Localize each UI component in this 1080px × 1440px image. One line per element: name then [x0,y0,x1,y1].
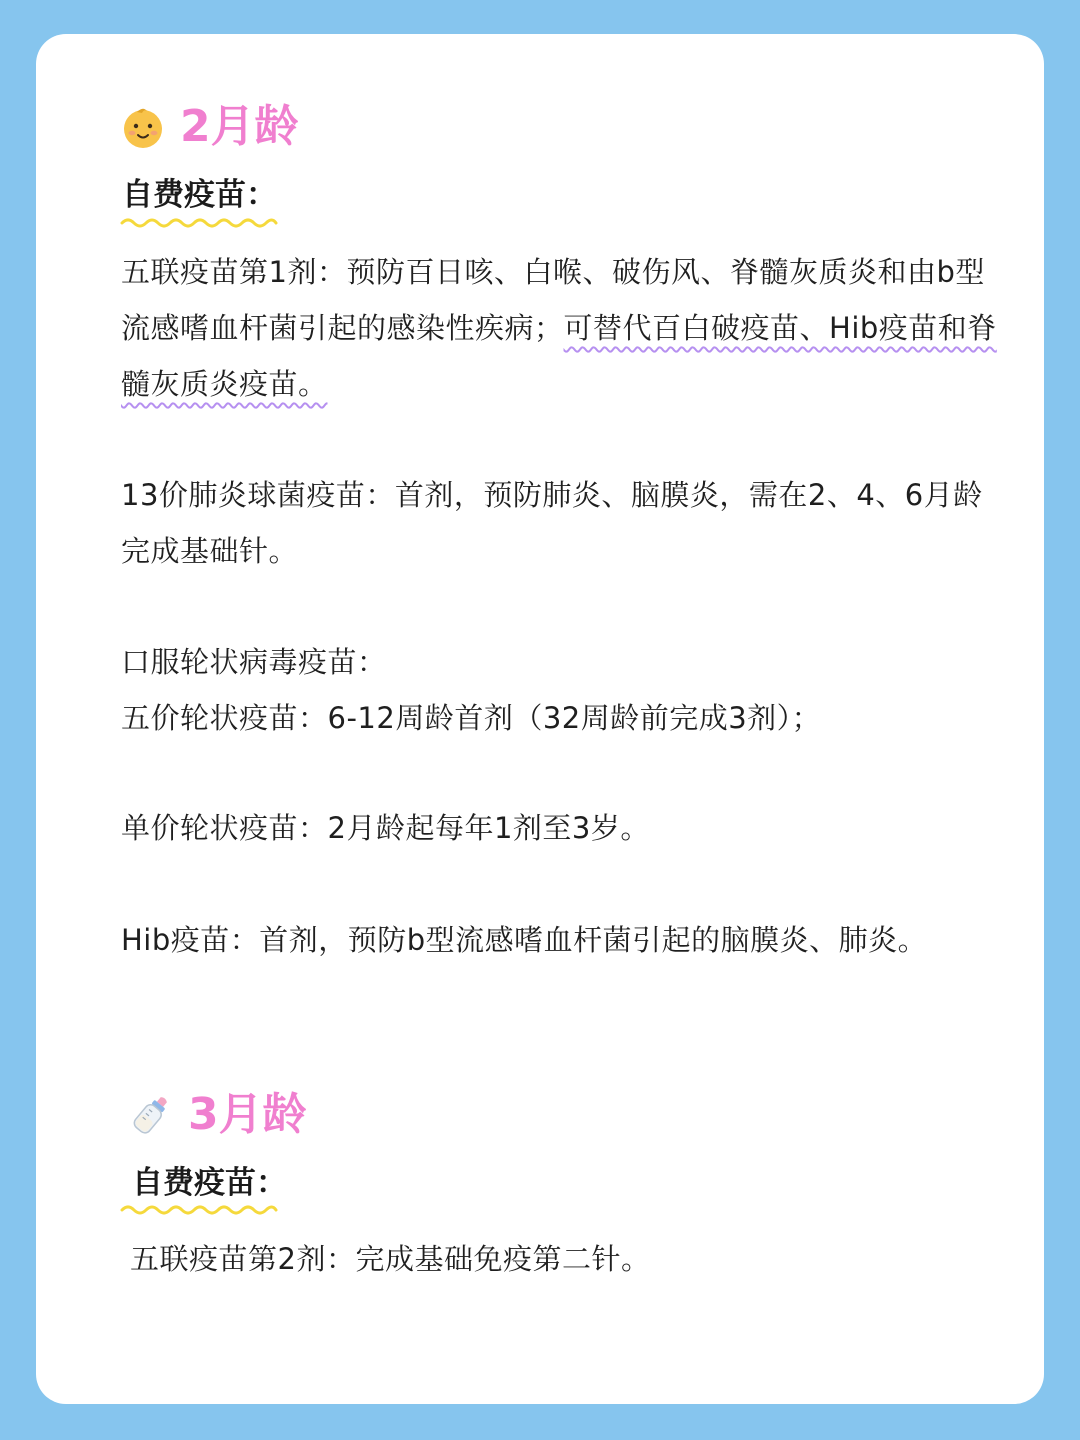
content-card [36,34,1044,1404]
section-subtitle: 自费疫苗： [132,1165,287,1201]
paragraph-pneumococcal-vaccine [121,467,1011,579]
paragraph-hib-vaccine [121,912,1011,968]
pentavalent-rotavirus-description: 五价轮状疫苗：6-12周龄首剂（32周龄前完成3剂）； [121,701,822,735]
section-subtitle: 自费疫苗： [122,177,277,213]
section-title: 2月龄 [180,101,299,152]
pneumococcal-description: 13价肺炎球菌疫苗：首剂，预防肺炎、脑膜炎，需在2、4、6月龄完成基础针。 [121,478,983,568]
paragraph-pentavalent-vaccine [121,244,1011,412]
rotavirus-heading: 口服轮状病毒疫苗： [121,645,387,679]
yellow-squiggle-underline [120,217,278,229]
baby-face-icon [120,104,166,150]
section-title: 3月龄 [188,1089,307,1140]
paragraph-rotavirus-vaccine [121,634,1011,746]
section-heading-3-months [128,1089,307,1140]
highlighted-note: 可替代百白破疫苗、Hib疫苗和脊髓灰质炎疫苗。 [121,311,997,401]
hib-description: Hib疫苗：首剂，预防b型流感嗜血杆菌引起的脑膜炎、肺炎。 [121,923,928,957]
monovalent-rotavirus-description: 单价轮状疫苗：2月龄起每年1剂至3岁。 [121,811,650,845]
paragraph-monovalent-rotavirus [121,800,1011,856]
section-heading-2-months [120,101,299,152]
baby-bottle-icon [128,1092,174,1138]
paragraph-pentavalent-dose-2 [130,1231,1020,1287]
pentavalent-description: 五联疫苗第1剂：预防百日咳、白喉、破伤风、脊髓灰质炎和由b型流感嗜血杆菌引起的感染性疾病； [121,255,985,345]
pentavalent-dose-2-description: 五联疫苗第2剂：完成基础免疫第二针。 [130,1242,651,1276]
yellow-squiggle-underline [120,1204,278,1216]
